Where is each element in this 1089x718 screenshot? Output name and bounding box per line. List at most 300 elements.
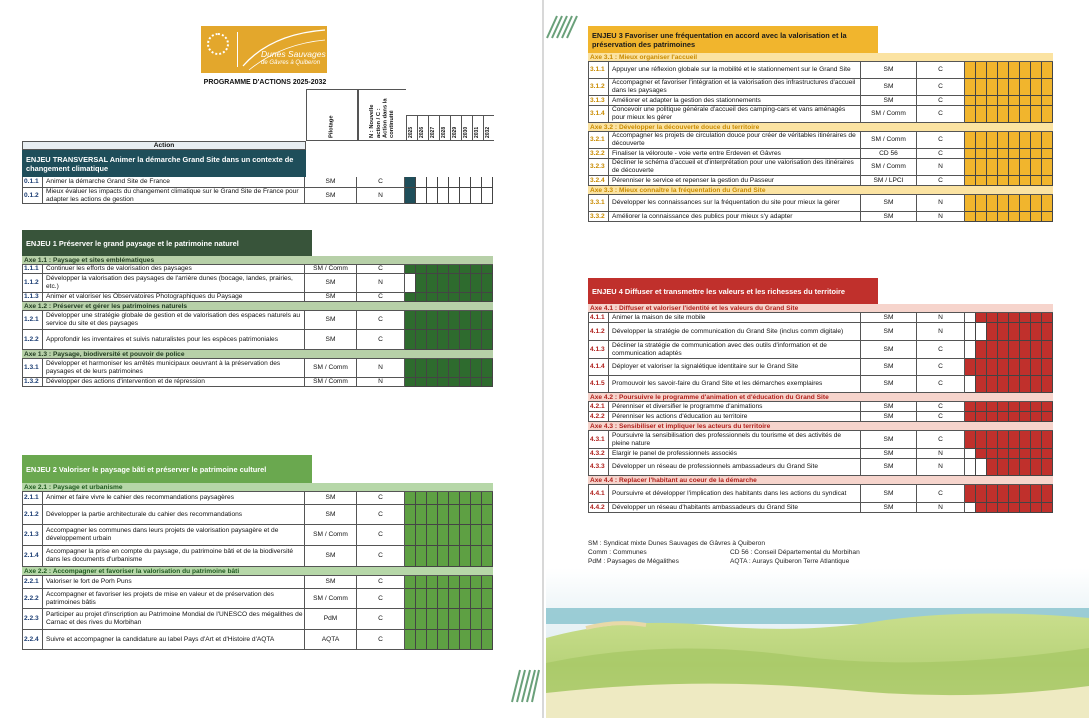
year-cell-2029 — [1009, 106, 1020, 123]
action-number: 3.3.2 — [588, 212, 609, 222]
year-cell-2027 — [427, 265, 438, 274]
year-cell-2031 — [1031, 195, 1042, 212]
year-cell-2027 — [427, 311, 438, 330]
action-number: 4.3.3 — [588, 459, 609, 476]
year-cell-2031 — [471, 330, 482, 350]
action-pilot: SM — [861, 313, 917, 323]
action-number: 4.4.2 — [588, 503, 609, 513]
year-cell-2032 — [482, 546, 493, 567]
action-nature: C — [917, 132, 965, 149]
action-number: 0.1.1 — [22, 177, 43, 188]
year-cell-2028 — [438, 378, 449, 387]
coastal-landscape-watercolor — [546, 568, 1089, 718]
year-cell-2028 — [438, 177, 449, 188]
action-pilot: SM / Comm — [305, 265, 357, 274]
table-row — [22, 188, 493, 204]
year-cell-2026 — [976, 132, 987, 149]
action-nature: N — [357, 359, 405, 378]
year-cell-2031 — [1031, 402, 1042, 412]
year-cell-2032 — [1042, 359, 1053, 376]
axe-title: Axe 4.4 : Replacer l'habitant au coeur de la démarche — [588, 476, 1053, 485]
action-text: Développer la stratégie de communication du Grand Site (inclus comm digitale) — [609, 323, 861, 341]
table-row — [22, 505, 493, 525]
year-cell-2031 — [471, 589, 482, 609]
year-cell-2031 — [471, 177, 482, 188]
year-cell-2029 — [1009, 96, 1020, 106]
year-cell-2027 — [987, 402, 998, 412]
year-cell-2027 — [427, 576, 438, 589]
year-cell-2029 — [1009, 159, 1020, 176]
decorative-stripes — [510, 668, 540, 709]
action-nature: N — [357, 274, 405, 293]
year-cell-2029 — [1009, 79, 1020, 96]
year-cell-2029 — [1009, 176, 1020, 186]
action-number: 4.1.1 — [588, 313, 609, 323]
year-cell-2027 — [427, 630, 438, 650]
year-cell-2028 — [438, 546, 449, 567]
year-cell-2025 — [965, 159, 976, 176]
year-cell-2025 — [965, 412, 976, 422]
year-header: 2025 — [406, 115, 417, 141]
action-text: Concevoir une politique générale d'accueil des camping-cars et vans aménagés pour mieux les gérer — [609, 106, 861, 123]
action-nature: C — [357, 265, 405, 274]
year-cell-2032 — [1042, 412, 1053, 422]
year-cell-2029 — [1009, 485, 1020, 503]
action-nature: N — [917, 449, 965, 459]
year-cell-2028 — [998, 359, 1009, 376]
year-cell-2030 — [460, 293, 471, 302]
year-cell-2031 — [1031, 106, 1042, 123]
action-pilot: SM — [305, 177, 357, 188]
action-nature: N — [357, 188, 405, 204]
year-cell-2027 — [987, 79, 998, 96]
year-cell-2030 — [1020, 149, 1031, 159]
year-cell-2031 — [471, 576, 482, 589]
year-cell-2025 — [965, 359, 976, 376]
year-cell-2025 — [965, 132, 976, 149]
year-cell-2031 — [1031, 323, 1042, 341]
year-cell-2032 — [482, 378, 493, 387]
table-row — [22, 359, 493, 378]
year-cell-2030 — [1020, 106, 1031, 123]
year-cell-2029 — [1009, 449, 1020, 459]
action-text: Développer une stratégie globale de gestion et de valorisation des espaces naturels au service du site et des paysages — [43, 311, 305, 330]
legend-line: PdM : Paysages de Mégalithes — [588, 558, 679, 565]
year-cell-2026 — [976, 459, 987, 476]
year-cell-2027 — [427, 177, 438, 188]
action-number: 3.1.2 — [588, 79, 609, 96]
year-cell-2030 — [460, 589, 471, 609]
action-pilot: SM / Comm — [861, 132, 917, 149]
year-cell-2025 — [965, 449, 976, 459]
year-cell-2031 — [471, 274, 482, 293]
year-cell-2029 — [1009, 431, 1020, 449]
year-cell-2032 — [1042, 503, 1053, 513]
year-cell-2031 — [1031, 79, 1042, 96]
action-pilot: SM — [861, 359, 917, 376]
year-cell-2031 — [471, 492, 482, 505]
year-cell-2031 — [1031, 431, 1042, 449]
action-text: Améliorer et adapter la gestion des stationnements — [609, 96, 861, 106]
year-cell-2029 — [449, 609, 460, 630]
table-row — [22, 576, 493, 589]
action-text: Développer les connaissances sur la fréquentation du site pour mieux la gérer — [609, 195, 861, 212]
year-cell-2029 — [449, 378, 460, 387]
year-cell-2027 — [987, 449, 998, 459]
action-number: 1.2.2 — [22, 330, 43, 350]
action-text: Approfondir les inventaires et suivis naturalistes pour les espèces patrimoniales — [43, 330, 305, 350]
year-cell-2027 — [427, 188, 438, 204]
year-cell-2029 — [1009, 376, 1020, 393]
year-cell-2026 — [416, 576, 427, 589]
year-cell-2029 — [1009, 503, 1020, 513]
year-cell-2031 — [471, 265, 482, 274]
action-pilot: SM / Comm — [305, 525, 357, 546]
table-row — [588, 359, 1053, 376]
action-number: 4.3.2 — [588, 449, 609, 459]
table-row — [22, 525, 493, 546]
action-nature: N — [357, 378, 405, 387]
axe-title: Axe 4.3 : Sensibiliser et impliquer les acteurs du territoire — [588, 422, 1053, 431]
year-cell-2026 — [976, 62, 987, 79]
action-number: 2.1.2 — [22, 505, 43, 525]
action-nature: C — [917, 96, 965, 106]
action-nature: C — [357, 630, 405, 650]
year-cell-2026 — [976, 212, 987, 222]
year-cell-2030 — [460, 311, 471, 330]
action-nature: C — [917, 176, 965, 186]
year-cell-2032 — [1042, 132, 1053, 149]
year-cell-2028 — [998, 313, 1009, 323]
table-row — [588, 212, 1053, 222]
year-cell-2029 — [449, 188, 460, 204]
year-cell-2031 — [471, 525, 482, 546]
year-cell-2026 — [976, 195, 987, 212]
year-cell-2032 — [482, 525, 493, 546]
action-text: Développer un réseau d'habitants ambassadeurs du Grand Site — [609, 503, 861, 513]
action-nature: C — [917, 412, 965, 422]
table-row — [588, 96, 1053, 106]
year-cell-2025 — [965, 341, 976, 359]
year-header: 2029 — [450, 115, 461, 141]
action-text: Animer la démarche Grand Site de France — [43, 177, 305, 188]
action-number: 3.2.1 — [588, 132, 609, 149]
action-pilot: SM — [305, 546, 357, 567]
action-pilot: SM — [305, 293, 357, 302]
table-row — [588, 159, 1053, 176]
year-cell-2032 — [1042, 149, 1053, 159]
year-cell-2027 — [427, 525, 438, 546]
action-pilot: SM / Comm — [305, 378, 357, 387]
year-cell-2028 — [998, 149, 1009, 159]
year-cell-2029 — [1009, 459, 1020, 476]
year-cell-2028 — [438, 274, 449, 293]
year-cell-2026 — [976, 149, 987, 159]
year-cell-2028 — [438, 293, 449, 302]
year-cell-2031 — [1031, 212, 1042, 222]
year-cell-2025 — [405, 274, 416, 293]
action-pilot: CD 56 — [861, 149, 917, 159]
action-pilot: SM — [861, 485, 917, 503]
action-nature: N — [917, 313, 965, 323]
axe-title: Axe 2.1 : Paysage et urbanisme — [22, 483, 493, 492]
action-text: Améliorer la connaissance des publics pour mieux s'y adapter — [609, 212, 861, 222]
year-cell-2028 — [998, 62, 1009, 79]
action-number: 4.1.2 — [588, 323, 609, 341]
year-cell-2026 — [416, 359, 427, 378]
year-cell-2032 — [482, 265, 493, 274]
year-cell-2027 — [987, 341, 998, 359]
action-pilot: AQTA — [305, 630, 357, 650]
year-cell-2027 — [987, 412, 998, 422]
action-nature: C — [357, 177, 405, 188]
year-cell-2025 — [405, 330, 416, 350]
year-cell-2025 — [965, 503, 976, 513]
table-row — [22, 589, 493, 609]
year-cell-2026 — [416, 265, 427, 274]
table-row — [22, 265, 493, 274]
grand-site-logo — [201, 26, 327, 73]
year-cell-2029 — [1009, 402, 1020, 412]
year-cell-2031 — [1031, 313, 1042, 323]
table-row — [588, 132, 1053, 149]
year-cell-2028 — [438, 311, 449, 330]
year-cell-2026 — [976, 313, 987, 323]
stripes-pattern-icon — [510, 668, 540, 704]
table-row — [588, 341, 1053, 359]
action-nature: N — [917, 212, 965, 222]
action-text: Participer au projet d'inscription au Patrimoine Mondial de l'UNESCO des mégalithes de Carnac et des rives du Morbihan — [43, 609, 305, 630]
year-cell-2029 — [1009, 212, 1020, 222]
action-nature: C — [357, 609, 405, 630]
year-cell-2027 — [427, 492, 438, 505]
year-cell-2031 — [1031, 96, 1042, 106]
year-cell-2027 — [427, 505, 438, 525]
action-nature: C — [917, 402, 965, 412]
year-cell-2032 — [482, 609, 493, 630]
year-cell-2025 — [965, 323, 976, 341]
year-cell-2026 — [976, 106, 987, 123]
year-cell-2028 — [998, 176, 1009, 186]
action-text: Accompagner la prise en compte du paysage, du patrimoine bâti et de la biodiversité dans les documents d'urbanisme — [43, 546, 305, 567]
year-cell-2031 — [471, 359, 482, 378]
year-cell-2027 — [987, 359, 998, 376]
table-row — [588, 176, 1053, 186]
year-cell-2025 — [405, 177, 416, 188]
year-cell-2031 — [1031, 149, 1042, 159]
year-cell-2030 — [460, 525, 471, 546]
year-cell-2028 — [438, 609, 449, 630]
action-nature: C — [357, 505, 405, 525]
year-cell-2032 — [482, 359, 493, 378]
year-cell-2029 — [449, 330, 460, 350]
year-cell-2030 — [1020, 62, 1031, 79]
table-row — [588, 402, 1053, 412]
action-text: Finaliser la véloroute - voie verte entre Erdeven et Gâvres — [609, 149, 861, 159]
year-cell-2028 — [998, 449, 1009, 459]
year-cell-2030 — [1020, 449, 1031, 459]
action-text: Poursuivre et développer l'implication des habitants dans les actions du syndicat — [609, 485, 861, 503]
enjeu-title: ENJEU 2 Valoriser le paysage bâti et préserver le patrimoine culturel — [22, 455, 312, 483]
action-text: Continuer les efforts de valorisation des paysages — [43, 265, 305, 274]
year-cell-2032 — [482, 505, 493, 525]
table-row — [22, 177, 493, 188]
year-cell-2026 — [976, 323, 987, 341]
action-nature: C — [357, 589, 405, 609]
legend-line: CD 56 : Conseil Départemental du Morbihan — [730, 549, 860, 556]
year-cell-2032 — [1042, 459, 1053, 476]
year-cell-2028 — [998, 485, 1009, 503]
action-text: Développer la partie architecturale du cahier des recommandations — [43, 505, 305, 525]
year-cell-2031 — [1031, 159, 1042, 176]
axe-title: Axe 3.1 : Mieux organiser l'accueil — [588, 53, 1053, 62]
year-cell-2028 — [998, 159, 1009, 176]
year-cell-2025 — [965, 176, 976, 186]
action-nature: N — [917, 323, 965, 341]
year-cell-2025 — [965, 485, 976, 503]
year-cell-2032 — [1042, 323, 1053, 341]
year-cell-2025 — [405, 311, 416, 330]
year-cell-2031 — [471, 188, 482, 204]
table-row — [22, 293, 493, 302]
year-cell-2031 — [1031, 449, 1042, 459]
year-cell-2032 — [1042, 176, 1053, 186]
year-cell-2030 — [460, 576, 471, 589]
year-cell-2030 — [1020, 313, 1031, 323]
year-cell-2026 — [416, 505, 427, 525]
year-cell-2025 — [405, 505, 416, 525]
enjeu-title: ENJEU 4 Diffuser et transmettre les valeurs et les richesses du territoire — [588, 278, 878, 304]
action-text: Animer et faire vivre le cahier des recommandations paysagères — [43, 492, 305, 505]
action-number: 1.1.1 — [22, 265, 43, 274]
year-cell-2030 — [460, 274, 471, 293]
year-cell-2031 — [1031, 176, 1042, 186]
action-number: 4.1.5 — [588, 376, 609, 393]
year-cell-2029 — [449, 293, 460, 302]
year-cell-2032 — [1042, 376, 1053, 393]
nature-header: N : Nouvelle action / C : Action dans la continuité — [358, 89, 406, 141]
pilotage-header: Pilotage — [306, 89, 358, 141]
year-cell-2029 — [449, 274, 460, 293]
action-pilot: SM — [305, 188, 357, 204]
legend-line: AQTA : Aurays Quiberon Terre Atlantique — [730, 558, 850, 565]
year-cell-2026 — [416, 293, 427, 302]
year-cell-2030 — [460, 177, 471, 188]
year-cell-2029 — [1009, 323, 1020, 341]
year-header: 2031 — [472, 115, 483, 141]
enjeu-title: ENJEU TRANSVERSAL Animer la démarche Grand Site dans un contexte de changement climatique — [22, 150, 306, 177]
year-cell-2027 — [987, 431, 998, 449]
year-cell-2029 — [1009, 195, 1020, 212]
table-row — [22, 609, 493, 630]
year-cell-2029 — [1009, 313, 1020, 323]
action-text: Accompagner les communes dans leurs projets de valorisation paysagère et de développement urbain — [43, 525, 305, 546]
year-cell-2030 — [460, 546, 471, 567]
action-nature: C — [917, 62, 965, 79]
action-header: Action — [22, 141, 306, 150]
year-cell-2031 — [471, 293, 482, 302]
year-cell-2027 — [427, 378, 438, 387]
year-header: 2026 — [417, 115, 428, 141]
year-cell-2027 — [987, 323, 998, 341]
action-pilot: SM — [861, 402, 917, 412]
year-cell-2029 — [449, 630, 460, 650]
year-cell-2027 — [427, 589, 438, 609]
year-cell-2027 — [427, 546, 438, 567]
year-cell-2025 — [405, 576, 416, 589]
year-cell-2027 — [987, 132, 998, 149]
action-nature: C — [357, 311, 405, 330]
year-cell-2029 — [449, 589, 460, 609]
year-cell-2030 — [460, 505, 471, 525]
year-cell-2027 — [987, 106, 998, 123]
year-header: 2027 — [428, 115, 439, 141]
year-header: 2028 — [439, 115, 450, 141]
logo-title: Dunes Sauvages — [261, 49, 326, 59]
action-text: Animer la maison de site mobile — [609, 313, 861, 323]
year-cell-2026 — [976, 431, 987, 449]
year-cell-2028 — [998, 106, 1009, 123]
year-cell-2030 — [1020, 176, 1031, 186]
action-text: Valoriser le fort de Porh Puns — [43, 576, 305, 589]
action-text: Pérenniser le service et repenser la gestion du Passeur — [609, 176, 861, 186]
year-cell-2032 — [1042, 449, 1053, 459]
year-cell-2030 — [1020, 359, 1031, 376]
year-cell-2030 — [460, 630, 471, 650]
year-cell-2029 — [449, 311, 460, 330]
action-pilot: PdM — [305, 609, 357, 630]
year-cell-2028 — [998, 459, 1009, 476]
year-cell-2027 — [987, 149, 998, 159]
action-number: 4.1.3 — [588, 341, 609, 359]
action-nature: C — [917, 359, 965, 376]
year-cell-2031 — [471, 609, 482, 630]
year-cell-2025 — [965, 195, 976, 212]
year-cell-2031 — [471, 630, 482, 650]
action-number: 3.1.1 — [588, 62, 609, 79]
action-text: Développer un réseau de professionnels ambassadeurs du Grand Site — [609, 459, 861, 476]
year-cell-2027 — [427, 359, 438, 378]
table-row — [22, 378, 493, 387]
year-cell-2027 — [427, 293, 438, 302]
action-text: Décliner le schéma d'accueil et d'interprétation pour une valorisation des itinéraires de découverte — [609, 159, 861, 176]
year-cell-2026 — [976, 159, 987, 176]
action-text: Mieux évaluer les impacts du changement climatique sur le Grand Site de France pour adapter les actions de gestion — [43, 188, 305, 204]
action-nature: N — [917, 503, 965, 513]
year-cell-2032 — [1042, 485, 1053, 503]
action-text: Accompagner et favoriser l'intégration et la valorisation des infrastructures d'accueil dans les paysages — [609, 79, 861, 96]
year-cell-2025 — [405, 359, 416, 378]
year-cell-2032 — [482, 293, 493, 302]
year-cell-2025 — [965, 106, 976, 123]
year-cell-2026 — [976, 402, 987, 412]
year-cell-2025 — [965, 79, 976, 96]
year-cell-2028 — [998, 212, 1009, 222]
year-cell-2028 — [998, 96, 1009, 106]
action-number: 3.2.4 — [588, 176, 609, 186]
action-number: 4.4.1 — [588, 485, 609, 503]
table-row — [588, 412, 1053, 422]
action-nature: N — [917, 459, 965, 476]
year-cell-2029 — [449, 546, 460, 567]
action-text: Décliner la stratégie de communication avec des outils d'information et de communication adaptés — [609, 341, 861, 359]
axe-title: Axe 4.1 : Diffuser et valoriser l'identité et les valeurs du Grand Site — [588, 304, 1053, 313]
action-nature: C — [357, 293, 405, 302]
action-number: 3.3.1 — [588, 195, 609, 212]
decorative-stripes — [545, 14, 579, 45]
action-nature: C — [917, 149, 965, 159]
year-cell-2025 — [405, 609, 416, 630]
